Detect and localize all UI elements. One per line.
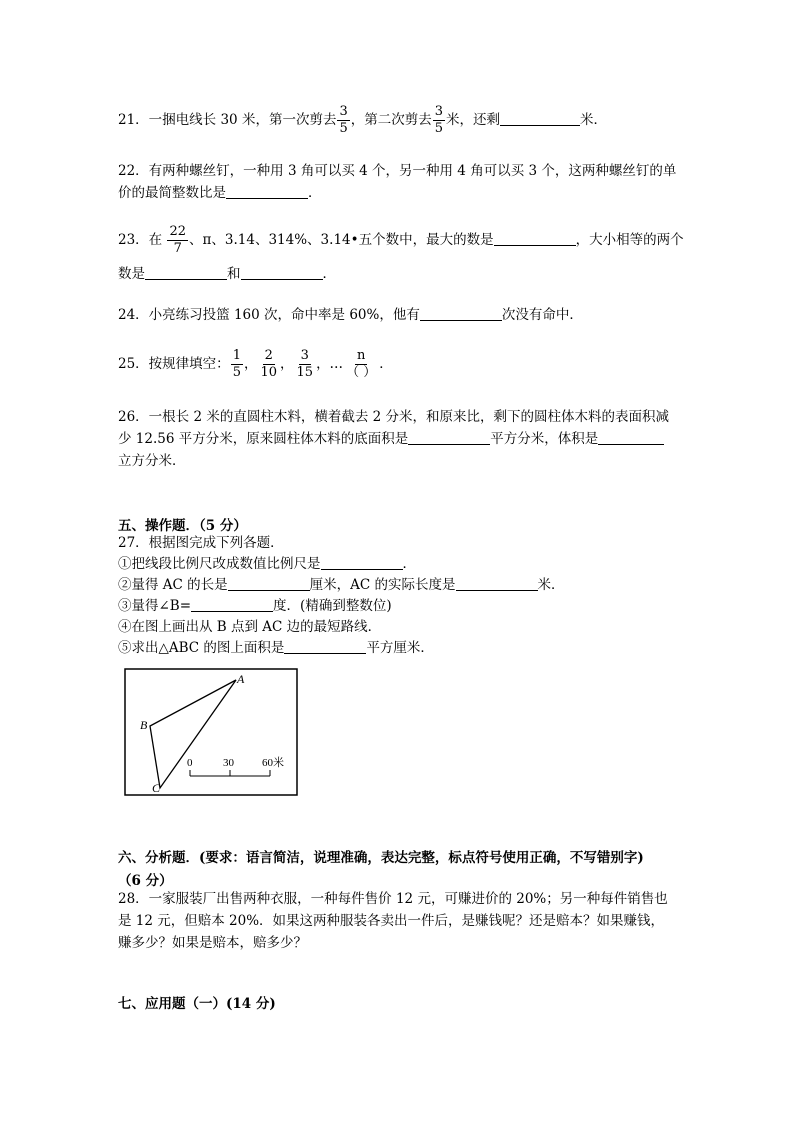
question-27-part-2: ②量得 AC 的长是 厘米，AC 的实际长度是 米． bbox=[118, 577, 565, 593]
section-6-title: 六、分析题．(要求：语言简洁，说理准确，表达完整，标点符号使用正确，不写错别字) （6 分） bbox=[118, 850, 644, 889]
question-23: 23．在 $\frac{22}{7}$ 、π、3.14、314%、3.14•五个数中，最大的数是 ，大小相等的两个 数是 和 ． bbox=[118, 224, 684, 282]
answer-blank[interactable] bbox=[500, 111, 580, 126]
fraction: $\frac{2}{10}$ bbox=[260, 348, 278, 380]
vertex-a-label: A bbox=[237, 672, 245, 686]
answer-blank[interactable] bbox=[241, 265, 323, 280]
question-21: 21．一捆电线长 30 米，第一次剪去 $\frac{3}{5}$ ，第二次剪去 $\frac{3}{5}$ 米，还剩 米． bbox=[118, 104, 608, 136]
question-27-part-5: ⑤求出△ABC 的图上面积是 平方厘米． bbox=[118, 640, 434, 656]
question-25: 25．按规律填空： $\frac{1}{5}$ ， $\frac{2}{10}$ ， $\frac{3}{15}$ ，… $\frac{n}{( )}$ ． bbox=[118, 348, 393, 380]
fraction-answer[interactable]: $\frac{n}{( )}$ bbox=[346, 348, 377, 380]
question-28: 28．一家服装厂出售两种衣服，一种每件售价 12 元，可赚进价的 20%；另一种每件销售也 是 12 元，但赔本 20%．如果这两种服装各卖出一件后，是赚钱呢？还是赔本？如果赚钱， 赚多少？如果是赔本，赔多少？ bbox=[118, 891, 668, 951]
section-7-title: 七、应用题（一）(14 分) bbox=[118, 996, 276, 1012]
answer-blank[interactable] bbox=[494, 231, 576, 246]
answer-blank[interactable] bbox=[408, 430, 490, 445]
answer-blank[interactable] bbox=[420, 306, 502, 321]
vertex-b-label: B bbox=[140, 718, 148, 732]
vertex-c-label: C bbox=[152, 781, 161, 795]
fraction: $\frac{1}{5}$ bbox=[232, 348, 241, 380]
answer-blank[interactable] bbox=[191, 597, 273, 612]
answer-blank[interactable] bbox=[284, 639, 366, 654]
answer-blank[interactable] bbox=[321, 555, 403, 570]
fraction: $\frac{3}{15}$ bbox=[296, 348, 314, 380]
section-5-title: 五、操作题．（5 分） bbox=[118, 518, 247, 534]
question-27-intro: 27．根据图完成下列各题． bbox=[118, 535, 284, 551]
answer-blank[interactable] bbox=[228, 576, 310, 591]
answer-blank[interactable] bbox=[598, 430, 664, 445]
question-26: 26．一根长 2 米的直圆柱木料，横着截去 2 分米，和原来比，剩下的圆柱体木料的表面积减 少 12.56 平方分米，原来圆柱体木料的底面积是 平方分米，体积是 立方分米． bbox=[118, 409, 670, 469]
answer-blank[interactable] bbox=[145, 265, 227, 280]
scale-tick-30: 30 bbox=[223, 757, 234, 769]
fraction: $\frac{3}{5}$ bbox=[434, 104, 444, 136]
question-22: 22．有两种螺丝钉，一种用 3 角可以买 4 个，另一种用 4 角可以买 3 个，这两种螺丝钉的单 价的最简整数比是 ． bbox=[118, 163, 677, 201]
question-27-part-1: ①把线段比例尺改成数值比例尺是 ． bbox=[118, 556, 416, 572]
triangle-figure bbox=[124, 668, 298, 798]
fraction: $\frac{22}{7}$ bbox=[169, 224, 187, 256]
answer-blank[interactable] bbox=[226, 184, 308, 199]
scale-tick-60: 60米 bbox=[262, 757, 284, 769]
fraction: $\frac{3}{5}$ bbox=[339, 104, 348, 136]
answer-blank[interactable] bbox=[456, 576, 538, 591]
scale-tick-0: 0 bbox=[187, 757, 193, 769]
question-27-part-3: ③量得∠B= 度．(精确到整数位) bbox=[118, 598, 392, 614]
question-27-part-4: ④在图上画出从 B 点到 AC 边的最短路线． bbox=[118, 619, 382, 635]
question-24: 24．小亮练习投篮 160 次，命中率是 60%，他有 次没有命中． bbox=[118, 307, 583, 323]
